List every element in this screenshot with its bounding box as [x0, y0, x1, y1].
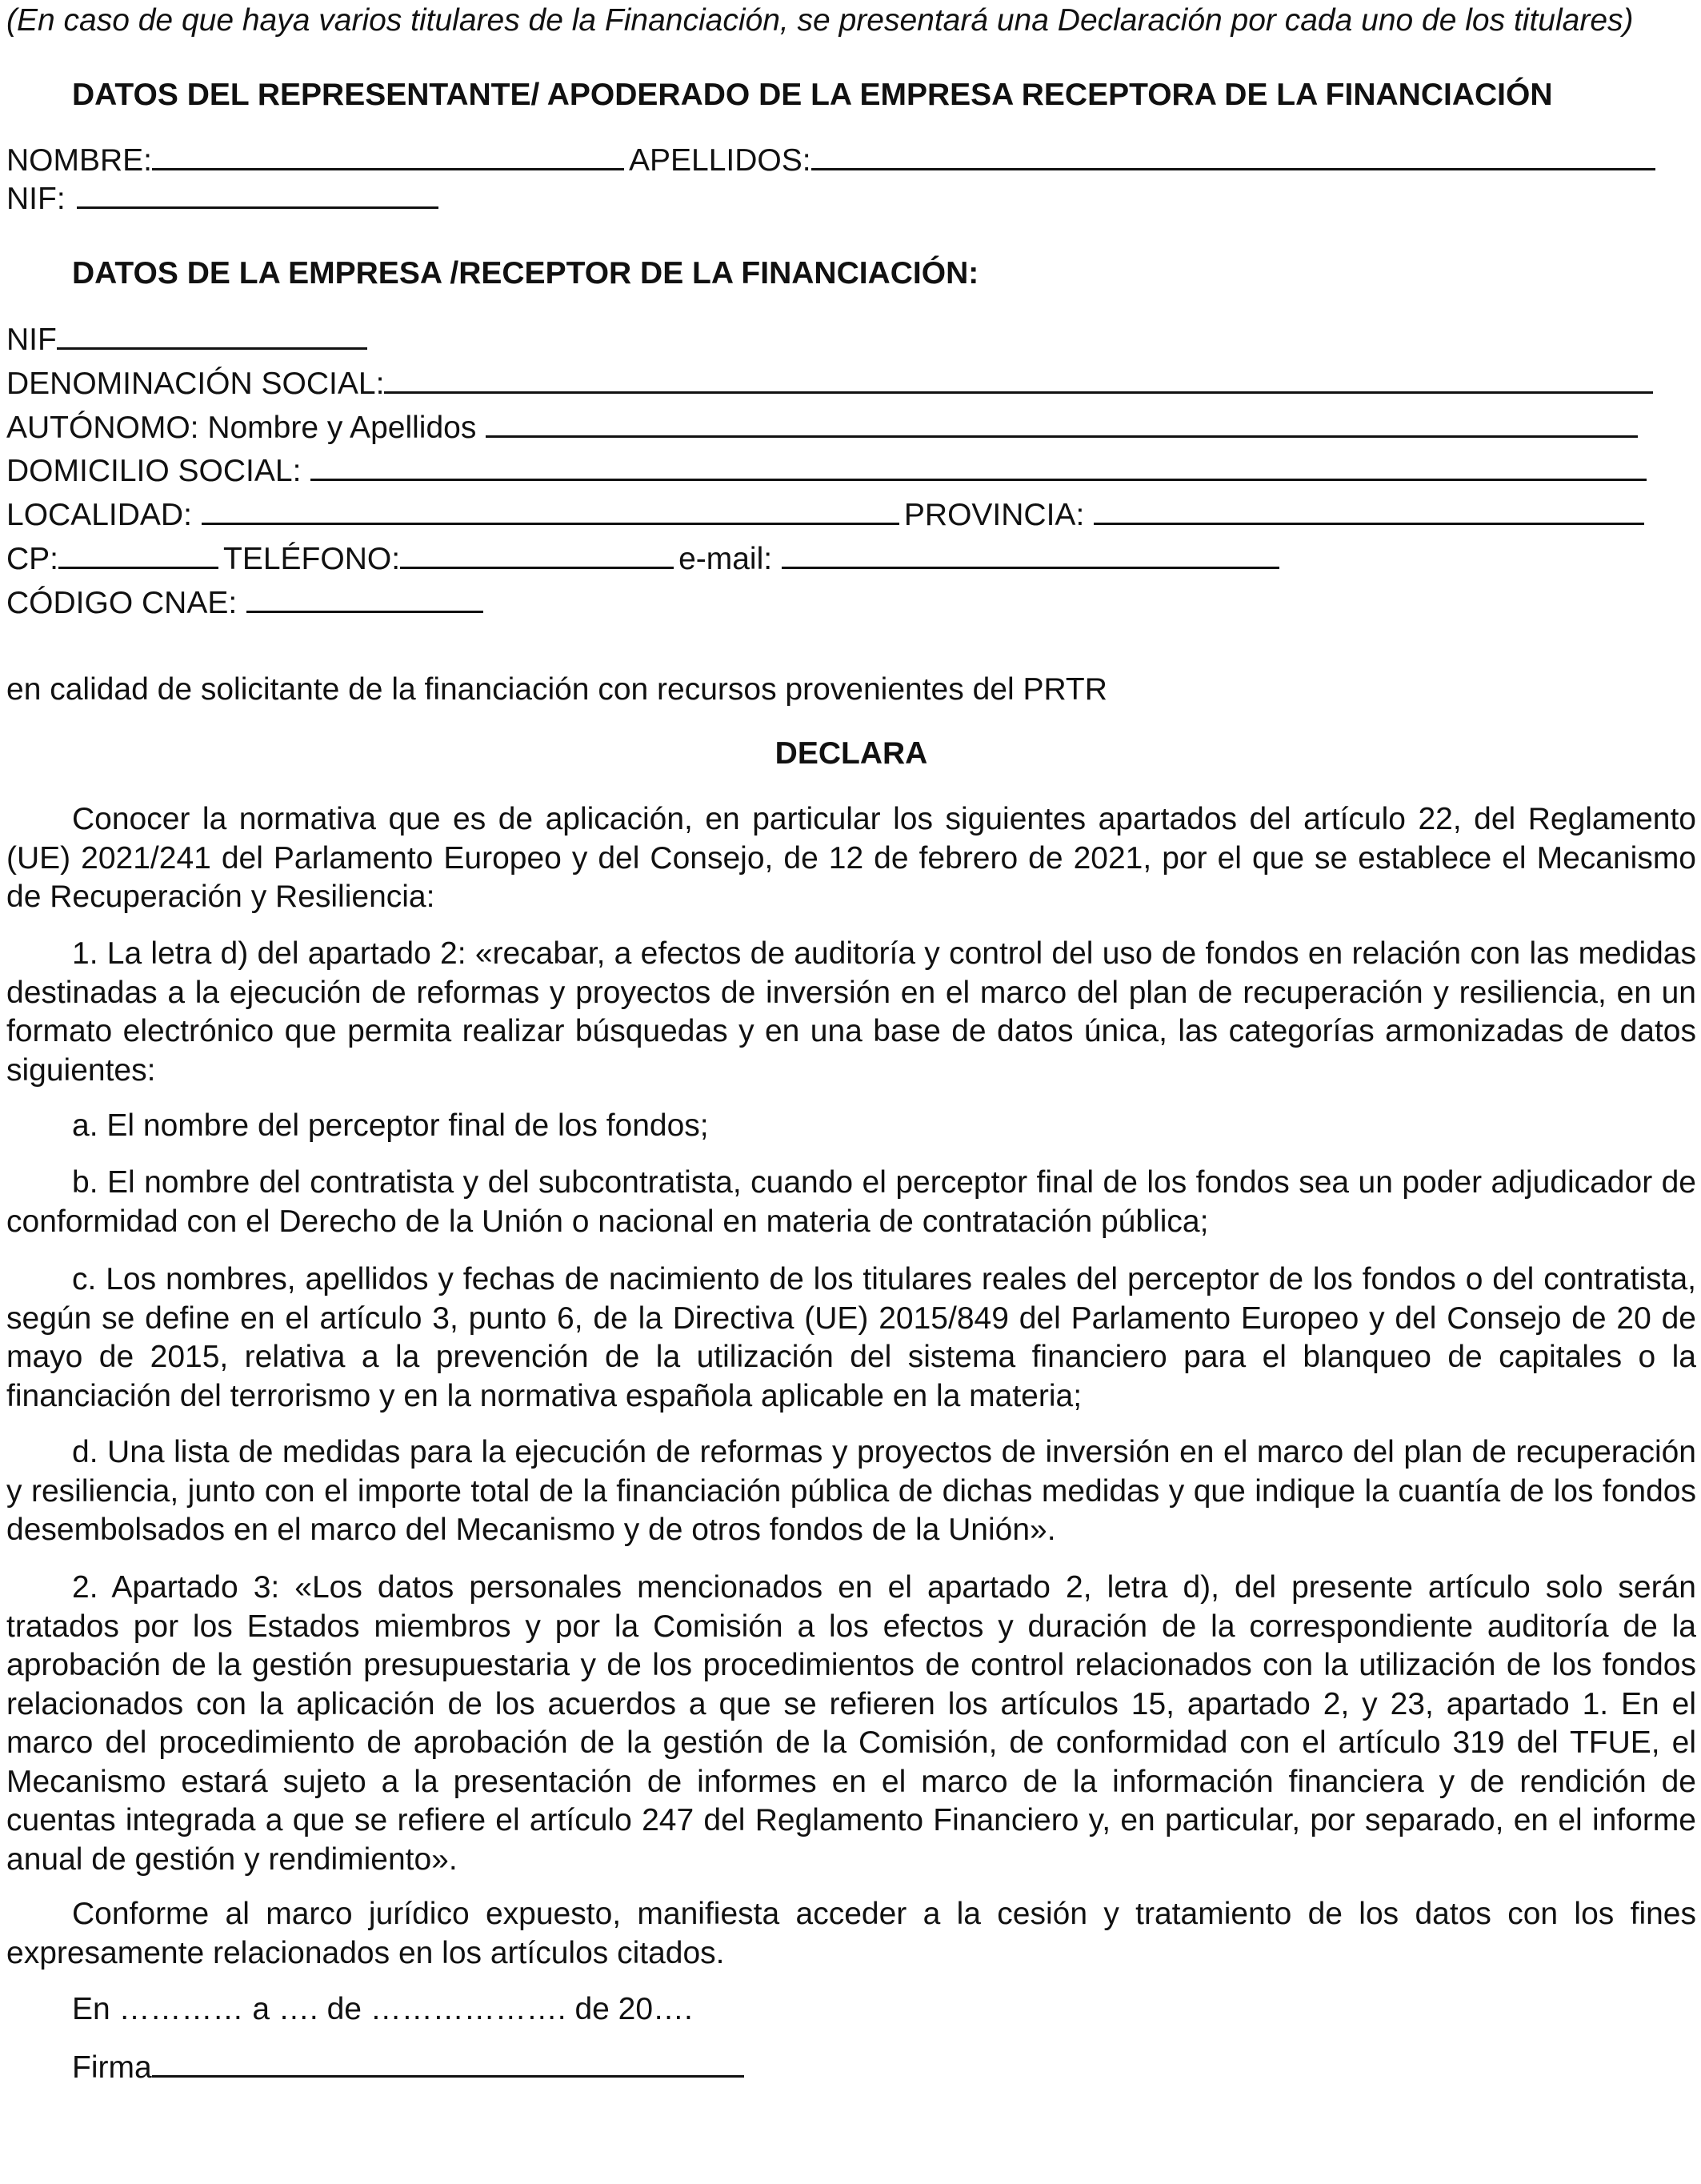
paragraph-letra-d-text: 1. La letra d) del apartado 2: «recabar, a efectos de auditoría y control del uso de fondos en relación con las medidas destinadas a la ejecución de reformas y proyectos de inversión en el marco del plan de recuperación y resiliencia, en un formato electrónico que permita realizar búsquedas y en una base de datos única, las categorías armonizadas de datos siguientes:: [6, 936, 1696, 1088]
applicant-intro: en calidad de solicitante de la financiación con recursos provenientes del PRTR: [6, 672, 1107, 707]
paragraph-conforme: [6, 1895, 1696, 1973]
place-date-line: En ………… a …. de ………………. de 20….: [72, 1992, 693, 2026]
nombre-apellidos-row: [6, 141, 1660, 180]
signature-row: [72, 2048, 749, 2087]
apellidos-label: APELLIDOS:: [629, 143, 811, 178]
company-nif-field[interactable]: [57, 320, 367, 350]
item-b: [6, 1164, 1696, 1241]
paragraph-conforme-text: Conforme al marco jurídico expuesto, manifiesta acceder a la cesión y tratamiento de los datos con los fines expresamente relacionados en los artículos citados.: [6, 1897, 1696, 1970]
representative-nif-field[interactable]: [77, 179, 438, 209]
paragraph-apartado-3-text: 2. Apartado 3: «Los datos personales mencionados en el apartado 2, letra d), del presente artículo solo serán tratados por los Estados miembros y por la Comisión a los efectos y duración de la correspondiente auditoría de la aprobación de la gestión presupuestaria y de los procedimientos de control relacionados con la utilización de los fondos relacionados con la aplicación de los acuerdos a que se refieren los artículos 15, apartado 2, y 23, apartado 1. En el marco del procedimiento de aprobación de la gestión de la Comisión, de conformidad con el artículo 319 del TFUE, el Mecanismo estará sujeto a la presentación de informes en el marco de la información financiera y de rendición de cuentas integrada a que se refiere el artículo 247 del Reglamento Financiero y, en particular, por separado, en el informe anual de gestión y rendimiento».: [6, 1570, 1696, 1877]
provincia-field[interactable]: [1094, 495, 1644, 525]
autonomo-label: AUTÓNOMO: Nombre y Apellidos: [6, 411, 477, 445]
denominacion-row: [6, 364, 1658, 403]
representative-section-heading: DATOS DEL REPRESENTANTE/ APODERADO DE LA EMPRESA RECEPTORA DE LA FINANCIACIÓN: [72, 78, 1553, 112]
domicilio-label: DOMICILIO SOCIAL:: [6, 454, 302, 488]
cnae-field[interactable]: [246, 583, 483, 613]
localidad-provincia-row: [6, 495, 1649, 535]
cnae-label: CÓDIGO CNAE:: [6, 586, 238, 620]
company-nif-row: [6, 320, 372, 359]
cp-label: CP:: [6, 542, 59, 576]
denominacion-label: DENOMINACIÓN SOCIAL:: [6, 367, 385, 401]
multiple-holders-note: (En caso de que haya varios titulares de la Financiación, se presentará una Declaración por cada uno de los titulares): [6, 3, 1634, 38]
representative-nif-label: NIF:: [6, 182, 66, 216]
apellidos-field[interactable]: [811, 141, 1655, 170]
autonomo-row: [6, 408, 1643, 447]
signature-field[interactable]: [152, 2048, 744, 2078]
company-nif-label: NIF: [6, 323, 57, 357]
paragraph-normativa-text: Conocer la normativa que es de aplicación, en particular los siguientes apartados del artículo 22, del Reglamento (UE) 2021/241 del Parlamento Europeo y del Consejo, de 12 de febrero de 2021, por el que se establece el Mecanismo de Recuperación y Resiliencia:: [6, 802, 1696, 914]
nombre-label: NOMBRE:: [6, 143, 153, 178]
company-section-heading: DATOS DE LA EMPRESA /RECEPTOR DE LA FINANCIACIÓN:: [72, 256, 979, 291]
telefono-label: TELÉFONO:: [223, 542, 401, 576]
representative-nif-row: [6, 179, 443, 218]
telefono-field[interactable]: [400, 539, 674, 569]
paragraph-apartado-3: [6, 1569, 1696, 1879]
item-a: [6, 1107, 1696, 1146]
denominacion-field[interactable]: [384, 364, 1653, 394]
autonomo-field[interactable]: [486, 408, 1638, 438]
cp-field[interactable]: [58, 539, 218, 569]
item-c-text: c. Los nombres, apellidos y fechas de nacimiento de los titulares reales del perceptor de los fondos o del contratista, según se define en el artículo 3, punto 6, de la Directiva (UE) 2015/849 del Parlamento Europeo y del Consejo de 20 de mayo de 2015, relativa a la prevención de la utilización del sistema financiero para el blanqueo de capitales o la financiación del terrorismo y en la normativa española aplicable en la materia;: [6, 1262, 1696, 1413]
cnae-row: [6, 583, 488, 623]
item-d-text: d. Una lista de medidas para la ejecución de reformas y proyectos de inversión en el marco del plan de recuperación y resiliencia, junto con el importe total de la financiación pública de dichas medidas y que indique la cuantía de los fondos desembolsados en el marco del Mecanismo y de otros fondos de la Unión».: [6, 1435, 1696, 1547]
contact-row: [6, 539, 1284, 579]
item-b-text: b. El nombre del contratista y del subcontratista, cuando el perceptor final de los fondos sea un poder adjudicador de conformidad con el Derecho de la Unión o nacional en materia de contratación pública;: [6, 1165, 1696, 1239]
domicilio-row: [6, 451, 1651, 491]
declara-heading: DECLARA: [774, 736, 928, 771]
localidad-label: LOCALIDAD:: [6, 498, 192, 532]
paragraph-normativa: [6, 800, 1696, 917]
email-field[interactable]: [782, 539, 1279, 569]
email-label: e-mail:: [678, 542, 773, 576]
paragraph-letra-d: [6, 935, 1696, 1090]
provincia-label: PROVINCIA:: [903, 498, 1085, 532]
localidad-field[interactable]: [202, 495, 899, 525]
domicilio-field[interactable]: [310, 451, 1647, 481]
firma-label: Firma: [72, 2050, 152, 2085]
nombre-field[interactable]: [152, 141, 624, 170]
item-c: [6, 1260, 1696, 1416]
item-a-text: a. El nombre del perceptor final de los fondos;: [72, 1108, 709, 1143]
item-d: [6, 1433, 1696, 1550]
